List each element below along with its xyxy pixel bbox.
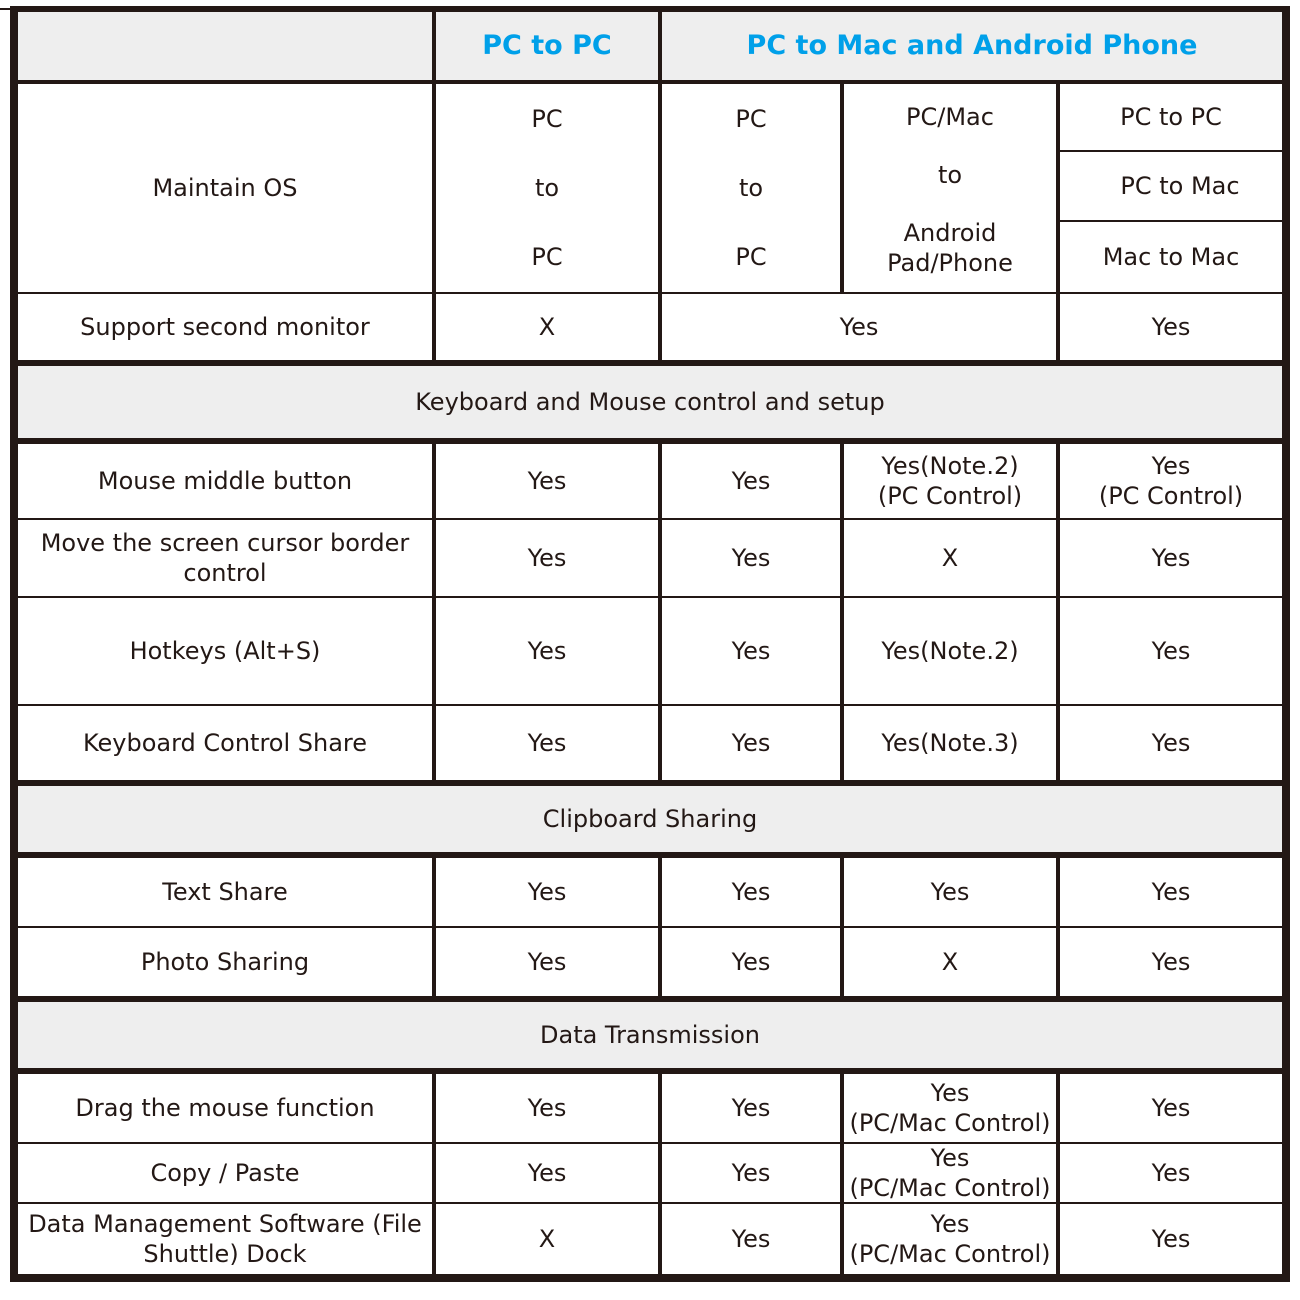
header-pc-to-pc: PC to PC — [436, 12, 658, 80]
row-label: Keyboard Control Share — [18, 706, 432, 780]
row-label-maintain-os: Maintain OS — [18, 84, 432, 292]
row-value: Yes — [662, 928, 840, 996]
row-value: Yes — [662, 1144, 840, 1202]
row-value: Yes(Note.3) — [844, 706, 1056, 780]
os-col1-line2: to — [534, 173, 560, 202]
header-pc-to-mac-android: PC to Mac and Android Phone — [662, 12, 1282, 80]
row-value: Yes — [436, 706, 658, 780]
os-col1 — [436, 84, 658, 292]
os-col2-line3: PC — [735, 243, 767, 272]
row-value: Yes — [436, 858, 658, 926]
comparison-table — [10, 6, 1290, 1282]
row-value: Yes (PC/Mac Control) — [844, 1204, 1056, 1274]
header-feature-cell — [18, 12, 432, 80]
row-value: Yes — [662, 1204, 840, 1274]
row-value: X — [844, 928, 1056, 996]
row-label: Data Management Software (File Shuttle) Dock — [18, 1204, 432, 1274]
row-label: Text Share — [18, 858, 432, 926]
os-col1-line3: PC — [531, 243, 563, 272]
row-value: X — [436, 1204, 658, 1274]
row-value: Yes — [1060, 1144, 1282, 1202]
row-value: Yes — [844, 858, 1056, 926]
monitor-col23: Yes — [662, 294, 1056, 360]
corner-tick — [0, 8, 10, 10]
os-col3 — [844, 84, 1056, 292]
row-value: Yes — [436, 928, 658, 996]
row-label: Move the screen cursor border control — [18, 520, 432, 596]
row-value: Yes — [436, 1144, 658, 1202]
os-col3-line3: Android Pad/Phone — [887, 219, 1013, 277]
row-value: Yes (PC/Mac Control) — [844, 1144, 1056, 1202]
row-value: Yes — [1060, 598, 1282, 704]
row-value: Yes — [662, 1074, 840, 1142]
row-value: Yes — [436, 598, 658, 704]
section-title-data-transmission: Data Transmission — [18, 1002, 1282, 1068]
row-value: Yes — [436, 444, 658, 518]
monitor-col4: Yes — [1060, 294, 1282, 360]
row-value: Yes — [662, 706, 840, 780]
row-value: Yes — [1060, 858, 1282, 926]
row-value: Yes — [436, 1074, 658, 1142]
row-value: Yes — [1060, 520, 1282, 596]
monitor-col1: X — [436, 294, 658, 360]
os-col1-line1: PC — [531, 104, 563, 133]
os-col4-line2: PC to Mac — [1060, 152, 1282, 220]
row-value: Yes (PC Control) — [1060, 444, 1282, 518]
os-col2-line2: to — [738, 173, 764, 202]
row-label: Copy / Paste — [18, 1144, 432, 1202]
row-value: Yes — [1060, 706, 1282, 780]
row-value: Yes (PC/Mac Control) — [844, 1074, 1056, 1142]
row-value: Yes — [1060, 1204, 1282, 1274]
row-value: Yes — [1060, 1074, 1282, 1142]
row-value: Yes — [1060, 928, 1282, 996]
os-col4-line1: PC to PC — [1060, 84, 1282, 150]
os-col2 — [662, 84, 840, 292]
row-value: Yes — [662, 598, 840, 704]
os-col2-line1: PC — [735, 104, 767, 133]
os-col3-line2: to — [937, 161, 963, 189]
row-label-second-monitor: Support second monitor — [18, 294, 432, 360]
row-value: Yes(Note.2) — [844, 598, 1056, 704]
os-col3-line1: PC/Mac — [906, 103, 994, 131]
row-label: Mouse middle button — [18, 444, 432, 518]
row-label: Drag the mouse function — [18, 1074, 432, 1142]
section-title-clipboard: Clipboard Sharing — [18, 786, 1282, 852]
row-label: Hotkeys (Alt+S) — [18, 598, 432, 704]
row-value: X — [844, 520, 1056, 596]
os-col4-line3: Mac to Mac — [1060, 222, 1282, 292]
row-value: Yes — [662, 520, 840, 596]
section-title-keyboard-mouse: Keyboard and Mouse control and setup — [18, 366, 1282, 438]
row-value: Yes — [662, 444, 840, 518]
row-value: Yes — [662, 858, 840, 926]
row-value: Yes(Note.2) (PC Control) — [844, 444, 1056, 518]
row-value: Yes — [436, 520, 658, 596]
row-label: Photo Sharing — [18, 928, 432, 996]
